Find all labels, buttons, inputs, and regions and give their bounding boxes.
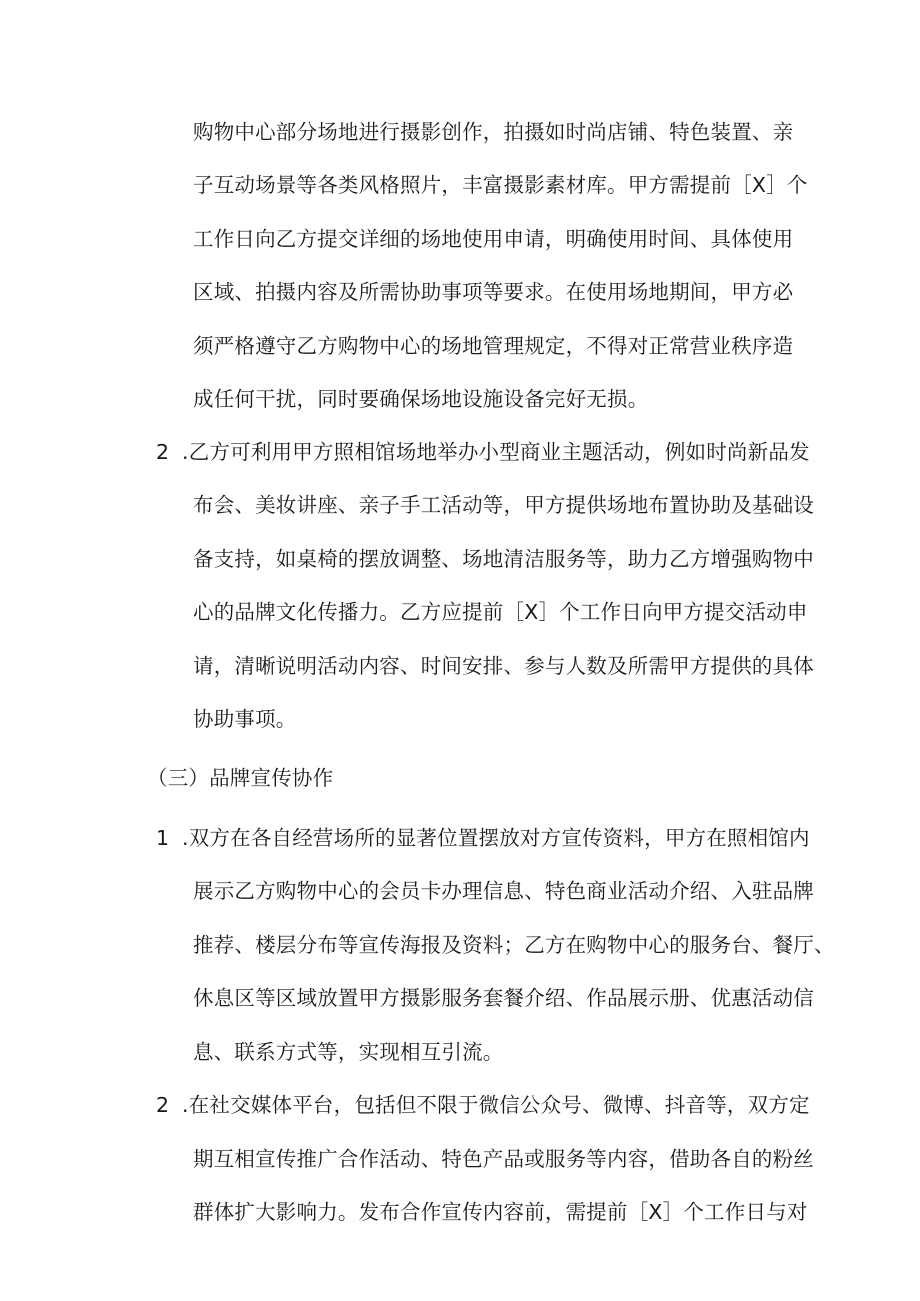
list-item-number: 1 (156, 826, 170, 850)
paragraph-line: 心的品牌文化传播力。乙方应提前［X］个工作日向甲方提交活动申 (193, 600, 808, 624)
paragraph-line: 成任何干扰，同时要确保场地设施设备完好无损。 (193, 387, 649, 411)
paragraph-line: 群体扩大影响力。发布合作宣传内容前，需提前［X］个工作日与对 (193, 1200, 808, 1224)
list-item-number: 2 (156, 440, 170, 464)
paragraph-line: .乙方可利用甲方照相馆场地举办小型商业主题活动，例如时尚新品发 (182, 440, 810, 464)
paragraph-line: 布会、美妆讲座、亲子手工活动等，甲方提供场地布置协助及基础设 (193, 493, 814, 517)
paragraph-line: 请，清晰说明活动内容、时间安排、参与人数及所需甲方提供的具体 (193, 654, 814, 678)
paragraph-line: .在社交媒体平台，包括但不限于微信公众号、微博、抖音等，双方定 (182, 1093, 810, 1117)
paragraph-line: 休息区等区域放置甲方摄影服务套餐介绍、作品展示册、优惠活动信 (193, 986, 814, 1010)
paragraph-line: 购物中心部分场地进行摄影创作，拍摄如时尚店铺、特色装置、亲 (193, 120, 794, 144)
paragraph-line: .双方在各自经营场所的显著位置摆放对方宣传资料，甲方在照相馆内 (182, 826, 810, 850)
paragraph-line: 工作日向乙方提交详细的场地使用申请，明确使用时间、具体使用 (193, 227, 794, 251)
paragraph-line: 推荐、楼层分布等宣传海报及资料；乙方在购物中心的服务台、餐厅、 (193, 933, 835, 957)
paragraph-line: 息、联系方式等，实现相互引流。 (193, 1040, 504, 1064)
paragraph-line: 备支持，如桌椅的摆放调整、场地清洁服务等，助力乙方增强购物中 (193, 547, 814, 571)
paragraph-line: 展示乙方购物中心的会员卡办理信息、特色商业活动介绍、入驻品牌 (193, 879, 814, 903)
section-heading: （三）品牌宣传协作 (147, 766, 334, 790)
paragraph-line: 须严格遵守乙方购物中心的场地管理规定，不得对正常营业秩序造 (193, 334, 794, 358)
paragraph-line: 区域、拍摄内容及所需协助事项等要求。在使用场地期间，甲方必 (193, 280, 794, 304)
paragraph-line: 期互相宣传推广合作活动、特色产品或服务等内容，借助各自的粉丝 (193, 1147, 814, 1171)
list-item-number: 2 (156, 1093, 170, 1117)
paragraph-line: 协助事项。 (193, 707, 297, 731)
paragraph-line: 子互动场景等各类风格照片，丰富摄影素材库。甲方需提前［X］个 (193, 173, 808, 197)
